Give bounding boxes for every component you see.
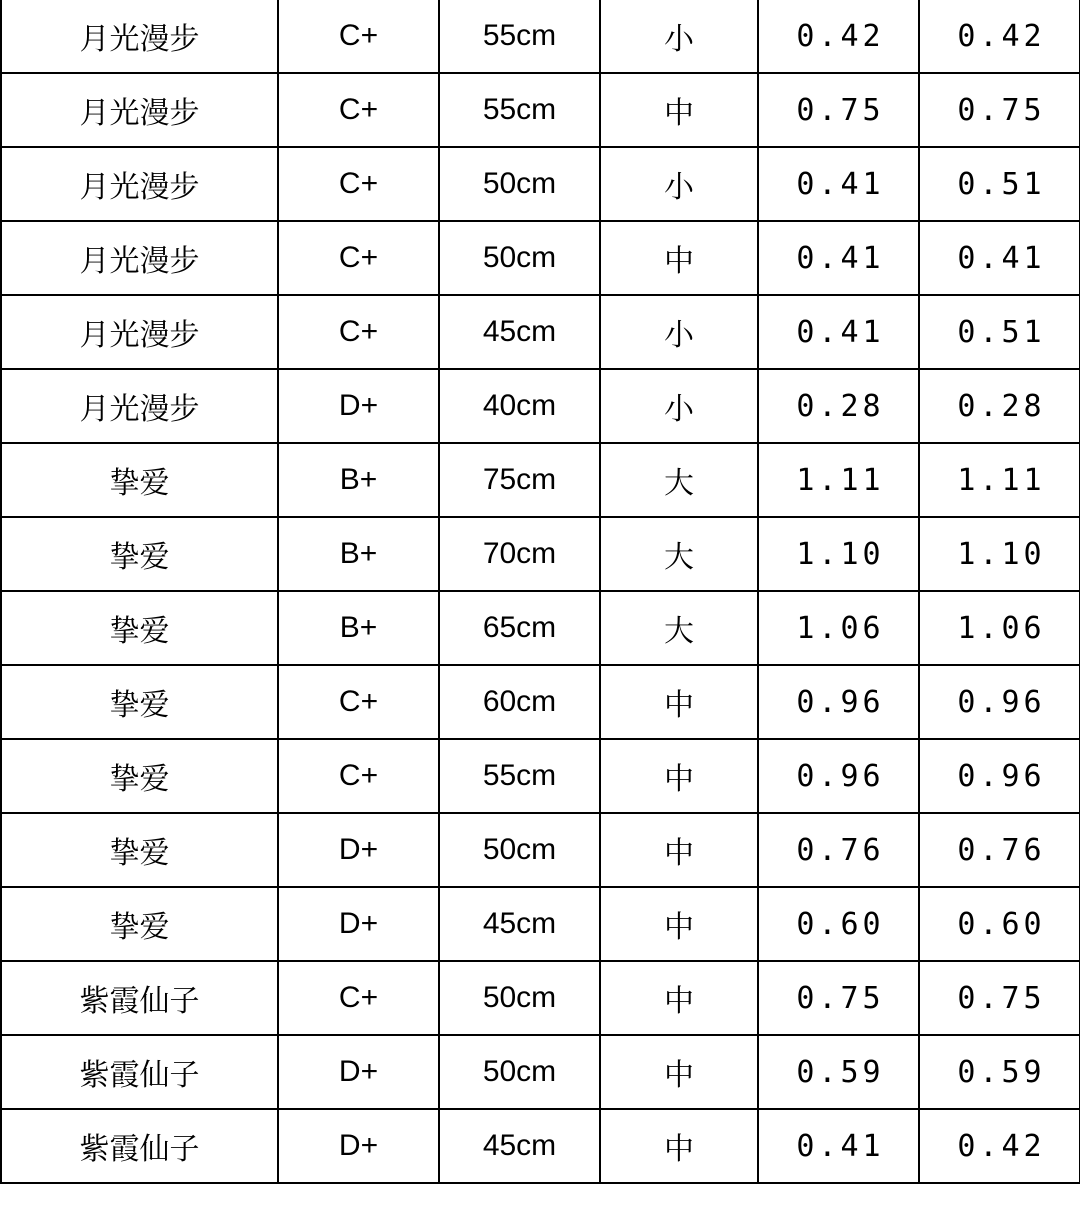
price-cell-b: 0.41: [919, 221, 1080, 295]
grade-cell: C+: [278, 295, 439, 369]
grade-cell: D+: [278, 813, 439, 887]
grade-cell: D+: [278, 887, 439, 961]
price-cell-a: 0.75: [758, 73, 919, 147]
variety-cell: 挚爱: [1, 443, 278, 517]
price-cell-a: 0.41: [758, 147, 919, 221]
size-cell: 中: [600, 887, 758, 961]
table-row: [1, 221, 1080, 295]
price-cell-a: 0.59: [758, 1035, 919, 1109]
table-row: [1, 739, 1080, 813]
table-row: [1, 517, 1080, 591]
size-cell: 中: [600, 221, 758, 295]
variety-cell: 月光漫步: [1, 369, 278, 443]
length-cell: 50cm: [439, 961, 600, 1035]
grade-cell: C+: [278, 0, 439, 73]
table-row: [1, 0, 1080, 73]
table-row: [1, 813, 1080, 887]
grade-cell: C+: [278, 665, 439, 739]
price-cell-a: 0.96: [758, 665, 919, 739]
grade-cell: B+: [278, 443, 439, 517]
price-cell-b: 0.42: [919, 1109, 1080, 1183]
price-cell-b: 0.28: [919, 369, 1080, 443]
grade-cell: C+: [278, 73, 439, 147]
price-cell-a: 1.06: [758, 591, 919, 665]
price-cell-a: 0.60: [758, 887, 919, 961]
variety-cell: 紫霞仙子: [1, 1109, 278, 1183]
variety-cell: 挚爱: [1, 665, 278, 739]
length-cell: 65cm: [439, 591, 600, 665]
table-row: [1, 665, 1080, 739]
price-cell-a: 1.11: [758, 443, 919, 517]
variety-cell: 月光漫步: [1, 295, 278, 369]
price-cell-a: 0.41: [758, 295, 919, 369]
table-row: [1, 961, 1080, 1035]
price-cell-b: 0.96: [919, 739, 1080, 813]
table-row: [1, 147, 1080, 221]
table-row: [1, 295, 1080, 369]
size-cell: 大: [600, 517, 758, 591]
size-cell: 中: [600, 73, 758, 147]
variety-cell: 挚爱: [1, 887, 278, 961]
size-cell: 中: [600, 1109, 758, 1183]
grade-cell: C+: [278, 147, 439, 221]
size-cell: 中: [600, 813, 758, 887]
price-cell-b: 0.75: [919, 961, 1080, 1035]
grade-cell: B+: [278, 517, 439, 591]
grade-cell: D+: [278, 369, 439, 443]
grade-cell: D+: [278, 1035, 439, 1109]
length-cell: 60cm: [439, 665, 600, 739]
length-cell: 50cm: [439, 147, 600, 221]
price-cell-b: 0.76: [919, 813, 1080, 887]
variety-cell: 月光漫步: [1, 147, 278, 221]
price-cell-b: 0.51: [919, 147, 1080, 221]
variety-cell: 挚爱: [1, 517, 278, 591]
length-cell: 45cm: [439, 295, 600, 369]
price-cell-b: 1.11: [919, 443, 1080, 517]
length-cell: 55cm: [439, 739, 600, 813]
table-row: [1, 1035, 1080, 1109]
price-cell-b: 0.51: [919, 295, 1080, 369]
price-cell-a: 0.41: [758, 1109, 919, 1183]
size-cell: 中: [600, 1035, 758, 1109]
size-cell: 中: [600, 961, 758, 1035]
length-cell: 70cm: [439, 517, 600, 591]
grade-cell: B+: [278, 591, 439, 665]
length-cell: 45cm: [439, 887, 600, 961]
price-cell-b: 0.42: [919, 0, 1080, 73]
table-row: [1, 369, 1080, 443]
length-cell: 50cm: [439, 813, 600, 887]
grade-cell: C+: [278, 739, 439, 813]
variety-cell: 月光漫步: [1, 0, 278, 73]
size-cell: 小: [600, 0, 758, 73]
variety-cell: 紫霞仙子: [1, 1035, 278, 1109]
variety-cell: 紫霞仙子: [1, 961, 278, 1035]
table-row: [1, 73, 1080, 147]
price-cell-a: 0.76: [758, 813, 919, 887]
price-cell-b: 1.06: [919, 591, 1080, 665]
variety-cell: 挚爱: [1, 591, 278, 665]
price-cell-a: 1.10: [758, 517, 919, 591]
table-row: [1, 1109, 1080, 1183]
grade-cell: C+: [278, 221, 439, 295]
price-cell-b: 0.59: [919, 1035, 1080, 1109]
variety-cell: 月光漫步: [1, 73, 278, 147]
size-cell: 小: [600, 369, 758, 443]
price-cell-a: 0.42: [758, 0, 919, 73]
length-cell: 40cm: [439, 369, 600, 443]
length-cell: 55cm: [439, 73, 600, 147]
table-row: [1, 591, 1080, 665]
table-row: [1, 887, 1080, 961]
price-cell-a: 0.75: [758, 961, 919, 1035]
price-cell-b: 0.75: [919, 73, 1080, 147]
price-cell-b: 1.10: [919, 517, 1080, 591]
length-cell: 45cm: [439, 1109, 600, 1183]
price-cell-b: 0.96: [919, 665, 1080, 739]
grade-cell: C+: [278, 961, 439, 1035]
size-cell: 中: [600, 739, 758, 813]
size-cell: 小: [600, 147, 758, 221]
table-body: [1, 0, 1080, 1183]
length-cell: 50cm: [439, 1035, 600, 1109]
price-cell-b: 0.60: [919, 887, 1080, 961]
length-cell: 55cm: [439, 0, 600, 73]
variety-cell: 挚爱: [1, 739, 278, 813]
length-cell: 75cm: [439, 443, 600, 517]
size-cell: 中: [600, 665, 758, 739]
variety-cell: 月光漫步: [1, 221, 278, 295]
table-row: [1, 443, 1080, 517]
variety-cell: 挚爱: [1, 813, 278, 887]
grade-cell: D+: [278, 1109, 439, 1183]
price-cell-a: 0.41: [758, 221, 919, 295]
size-cell: 大: [600, 591, 758, 665]
length-cell: 50cm: [439, 221, 600, 295]
size-cell: 小: [600, 295, 758, 369]
size-cell: 大: [600, 443, 758, 517]
price-cell-a: 0.96: [758, 739, 919, 813]
price-cell-a: 0.28: [758, 369, 919, 443]
